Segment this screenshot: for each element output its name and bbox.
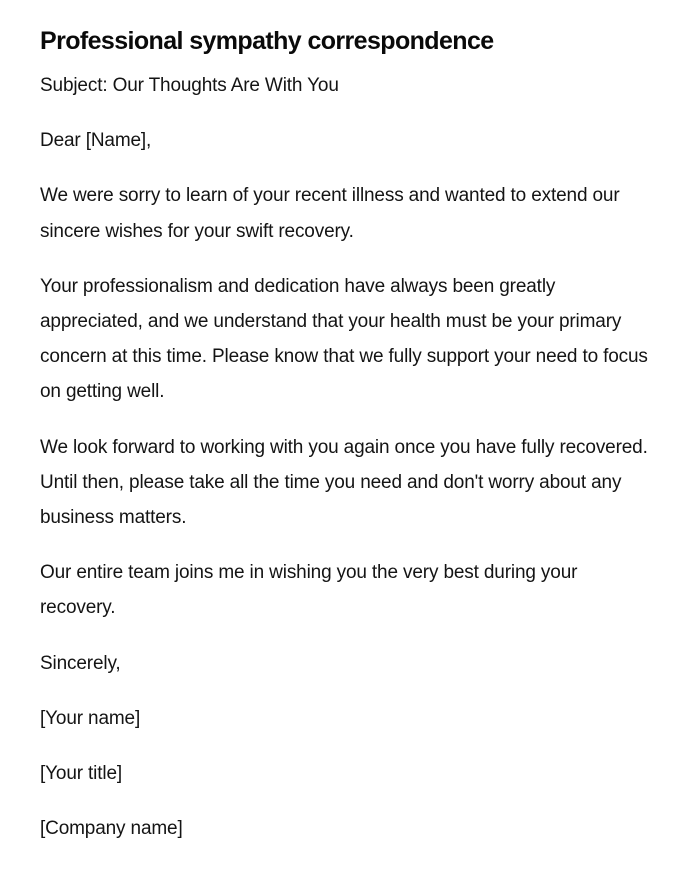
- document-title: Professional sympathy correspondence: [40, 27, 494, 55]
- salutation: Dear [Name],: [40, 130, 152, 152]
- signature-title: [Your title]: [40, 763, 122, 785]
- body-paragraph-1: We were sorry to learn of your recent illness and wanted to extend our sincere wishes for your swift recovery.: [40, 185, 620, 242]
- signature-company: [Company name]: [40, 818, 183, 840]
- body-paragraph-4: Our entire team joins me in wishing you the very best during your recovery.: [40, 562, 578, 619]
- subject-line: Subject: Our Thoughts Are With You: [40, 75, 339, 96]
- closing: Sincerely,: [40, 652, 121, 674]
- body-paragraph-3: We look forward to working with you again once you have fully recovered. Until then, please take all the time you need and don't worry about any business matters.: [40, 436, 648, 529]
- body-paragraph-2: Your professionalism and dedication have always been greatly appreciated, and we understand that your health must be your primary concern at this time. Please know that we fully support your need to focus on getting well.: [40, 275, 648, 403]
- signature-name: [Your name]: [40, 707, 141, 729]
